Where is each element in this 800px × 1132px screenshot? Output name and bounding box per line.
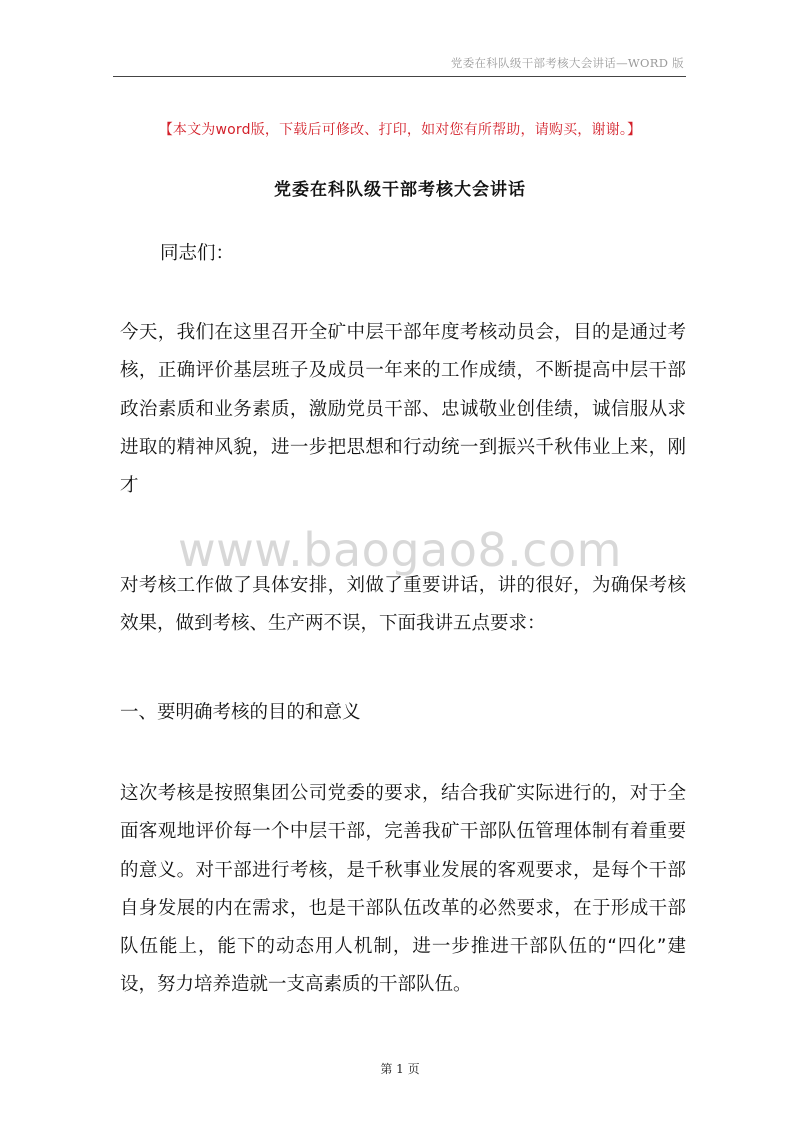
running-title: 党委在科队级干部考核大会讲话—WORD 版 [450, 56, 684, 70]
page-number: 第 1 页 [380, 1062, 420, 1076]
page-header [113, 50, 686, 77]
document-title: 党委在科队级干部考核大会讲话 [274, 180, 526, 200]
section-heading-1: 一、要明确考核的目的和意义 [120, 702, 361, 723]
paragraph-purpose: 这次考核是按照集团公司党委的要求，结合我矿实际进行的，对于全面客观地评价每一个中层干部，完善我矿干部队伍管理体制有着重要的意义。对干部进行考核，是千秋事业发展的客观要求，是每个干部自身发展的内在需求，也是干部队伍改革的必然要求，在于形成干部队伍能上，能下的动态用人机制，进一步推进干部队伍的“四化”建设，努力培养造就一支高素质的干部队伍。 [120, 783, 686, 996]
paragraph-requirements-intro: 对考核工作做了具体安排，刘做了重要讲话，讲的很好，为确保考核效果，做到考核、生产两不误，下面我讲五点要求： [120, 575, 686, 635]
purchase-notice: 【本文为word版，下载后可修改、打印，如对您有所帮助，请购买，谢谢。】 [158, 122, 642, 138]
paragraph-intro: 今天，我们在这里召开全矿中层干部年度考核动员会，目的是通过考核，正确评价基层班子及成员一年来的工作成绩，不断提高中层干部政治素质和业务素质，激励党员干部、忠诚敬业创佳绩，诚信服从求进取的精神风貌，进一步把思想和行动统一到振兴千秋伟业上来，刚才 [120, 322, 686, 497]
greeting: 同志们： [160, 243, 235, 264]
watermark: www.baogao8.com [178, 523, 622, 577]
